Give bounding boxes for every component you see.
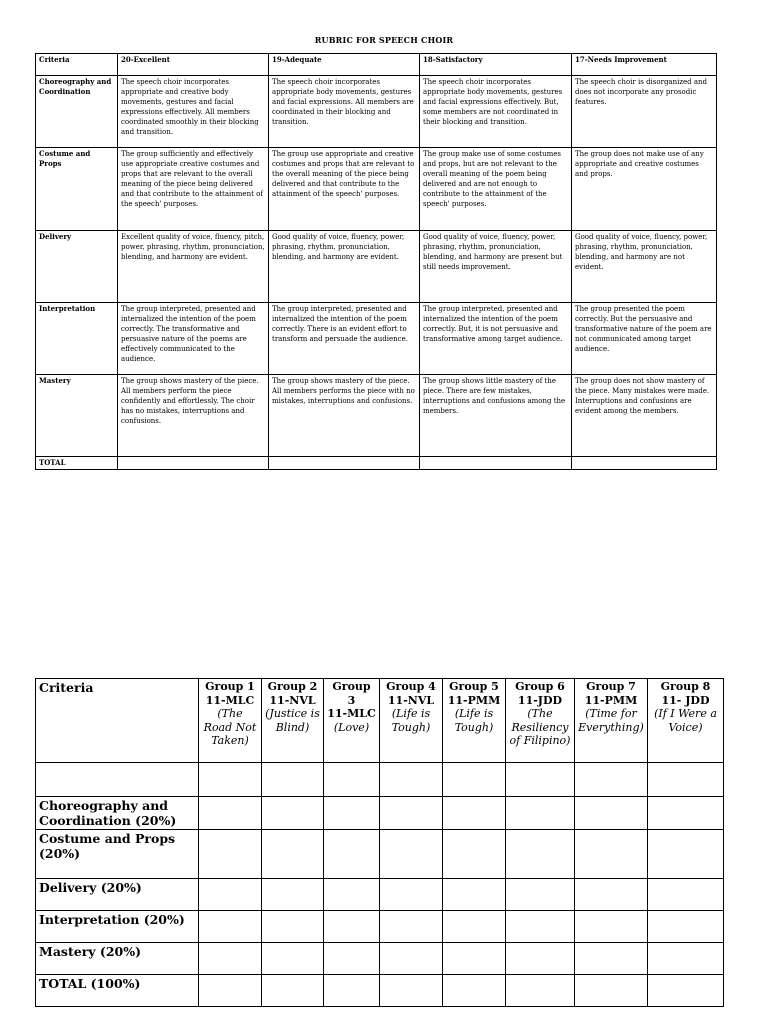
score-cell[interactable] <box>575 830 648 879</box>
score-cell[interactable] <box>443 830 506 879</box>
rubric-criterion: Mastery <box>36 375 118 457</box>
score-cell[interactable] <box>380 830 443 879</box>
score-cell[interactable] <box>443 879 506 911</box>
rubric-cell: The group interpreted, presented and internalized the intention of the poem correctly. The transformative and persuasive nature of the poems are effectively communicated to the audience. <box>118 303 269 375</box>
rubric-header-row <box>36 54 717 76</box>
group-header <box>506 679 575 763</box>
rubric-cell: The speech choir incorporates appropriate body movements, gestures and facial expressions. All members are coordinated in their blocking and transition. <box>269 76 420 148</box>
rubric-header-satisfactory: 18-Satisfactory <box>420 54 572 76</box>
score-row-total <box>36 975 724 1007</box>
group-header <box>262 679 324 763</box>
rubric-cell: The group shows mastery of the piece. All members performs the piece with no mistakes, interruptions and confusions. <box>269 375 420 457</box>
rubric-cell: The group does not show mastery of the piece. Many mistakes were made. Interruptions and confusions are evident among the members. <box>572 375 717 457</box>
rubric-row-total <box>36 457 717 470</box>
score-cell[interactable] <box>199 975 262 1007</box>
rubric-header-excellent: 20-Excellent <box>118 54 269 76</box>
score-cell[interactable] <box>262 830 324 879</box>
group-section: 11-PMM <box>584 693 638 707</box>
group-piece: (If I Were a Voice) <box>654 707 717 734</box>
score-cell[interactable] <box>199 763 262 797</box>
score-row-blank <box>36 763 724 797</box>
group-name: Group 2 <box>267 680 318 693</box>
score-cell[interactable] <box>506 879 575 911</box>
rubric-total-cell <box>118 457 269 470</box>
group-piece: (Life is Tough) <box>391 707 431 734</box>
score-row-choreography <box>36 797 724 830</box>
score-cell[interactable] <box>262 763 324 797</box>
score-cell[interactable] <box>575 797 648 830</box>
score-cell[interactable] <box>506 763 575 797</box>
group-piece: (Life is Tough) <box>454 707 494 734</box>
rubric-total-cell <box>572 457 717 470</box>
group-section: 11-MLC <box>327 707 376 720</box>
group-name: Group 1 <box>205 680 255 693</box>
rubric-row-choreography <box>36 76 717 148</box>
rubric-table <box>35 53 717 470</box>
group-section: 11-NVL <box>387 693 435 707</box>
group-header <box>324 679 380 763</box>
rubric-criterion: Choreography and Coordination <box>36 76 118 148</box>
rubric-header-criteria: Criteria <box>36 54 118 76</box>
score-cell[interactable] <box>262 911 324 943</box>
rubric-cell: The group use appropriate and creative costumes and props that are relevant to the overall meaning of the piece being delivered and that contribute to the attainment of the speech' purposes. <box>269 148 420 231</box>
rubric-header-adequate: 19-Adequate <box>269 54 420 76</box>
page-title: RUBRIC FOR SPEECH CHOIR <box>314 35 454 45</box>
group-name: Group 7 <box>586 680 636 693</box>
score-cell[interactable] <box>380 975 443 1007</box>
score-cell[interactable] <box>199 943 262 975</box>
score-cell[interactable] <box>324 943 380 975</box>
rubric-total-cell <box>269 457 420 470</box>
score-cell[interactable] <box>648 763 724 797</box>
score-cell[interactable] <box>648 830 724 879</box>
group-header <box>199 679 262 763</box>
group-name: Group 6 <box>515 680 565 693</box>
score-cell[interactable] <box>443 797 506 830</box>
rubric-cell: The group presented the poem correctly. But the persuasive and transformative nature of the poem are not communicated among target audience. <box>572 303 717 375</box>
score-cell[interactable] <box>575 975 648 1007</box>
rubric-cell: The group sufficiently and effectively use appropriate creative costumes and props that are relevant to the overall meaning of the piece being delivered and that contribute to the attainment of the speech' purposes. <box>118 148 269 231</box>
group-piece: (Love) <box>333 720 370 734</box>
score-cell[interactable] <box>648 879 724 911</box>
score-row-label: TOTAL (100%) <box>36 975 199 1007</box>
rubric-row-costume <box>36 148 717 231</box>
score-row-label: Interpretation (20%) <box>36 911 199 943</box>
score-cell[interactable] <box>262 797 324 830</box>
rubric-total-cell <box>420 457 572 470</box>
score-cell[interactable] <box>506 911 575 943</box>
group-piece: (Justice is Blind) <box>265 707 320 734</box>
score-cell[interactable] <box>324 830 380 879</box>
rubric-criterion: Delivery <box>36 231 118 303</box>
rubric-row-mastery <box>36 375 717 457</box>
group-section: 11- JDD <box>661 693 710 707</box>
score-cell[interactable] <box>380 879 443 911</box>
rubric-cell: The group does not make use of any appropriate and creative costumes and props. <box>572 148 717 231</box>
group-piece: (The Resiliency of Filipino) <box>509 707 571 747</box>
rubric-cell: The group make use of some costumes and props, but are not relevant to the overall meaning of the poem being delivered and are not enough to contribute to the attainment of the speech' purposes. <box>420 148 572 231</box>
group-name: Group 5 <box>449 680 499 693</box>
rubric-cell: Good quality of voice, fluency, power, phrasing, rhythm, pronunciation, blending, and harmony are present but still needs improvement. <box>420 231 572 303</box>
score-cell[interactable] <box>648 943 724 975</box>
score-row-label: Mastery (20%) <box>36 943 199 975</box>
rubric-total-label: TOTAL <box>36 457 118 470</box>
score-cell[interactable] <box>648 975 724 1007</box>
group-section: 11-MLC <box>205 693 255 707</box>
score-cell[interactable] <box>324 763 380 797</box>
rubric-cell: Good quality of voice, fluency, power, phrasing, rhythm, pronunciation, blending, and harmony are not evident. <box>572 231 717 303</box>
score-row-interpretation <box>36 911 724 943</box>
score-cell[interactable] <box>324 911 380 943</box>
group-piece: (Time for Everything) <box>578 707 644 734</box>
group-name: Group 3 <box>332 680 371 707</box>
score-cell[interactable] <box>199 830 262 879</box>
group-header <box>648 679 724 763</box>
score-cell[interactable] <box>443 911 506 943</box>
group-header <box>380 679 443 763</box>
group-piece: (The Road Not Taken) <box>203 707 257 747</box>
score-cell[interactable] <box>575 943 648 975</box>
score-row-delivery <box>36 879 724 911</box>
score-cell[interactable] <box>380 911 443 943</box>
score-cell[interactable] <box>324 879 380 911</box>
score-cell[interactable] <box>443 975 506 1007</box>
rubric-cell: The group interpreted, presented and internalized the intention of the poem correctly. But, it is not persuasive and transformative among target audience. <box>420 303 572 375</box>
rubric-cell: The speech choir incorporates appropriate and creative body movements, gestures and facial expressions effectively. All members coordinated smoothly in their blocking and transition. <box>118 76 269 148</box>
score-cell[interactable] <box>506 830 575 879</box>
rubric-cell: The speech choir incorporates appropriate body movements, gestures and facial expressions effectively. But, some members are not coordinated in their blocking and transition. <box>420 76 572 148</box>
score-cell[interactable] <box>443 943 506 975</box>
rubric-cell: The group shows mastery of the piece. All members perform the piece confidently and effortlessly. The choir has no mistakes, interruptions and confusions. <box>118 375 269 457</box>
score-cell[interactable] <box>262 975 324 1007</box>
rubric-cell: The speech choir is disorganized and does not incorporate any prosodic features. <box>572 76 717 148</box>
score-cell[interactable] <box>443 763 506 797</box>
score-header-row <box>36 679 724 763</box>
score-cell[interactable] <box>506 797 575 830</box>
group-section: 11-JDD <box>517 693 563 707</box>
group-name: Group 4 <box>386 680 436 693</box>
group-name: Group 8 <box>660 680 711 693</box>
score-cell[interactable] <box>199 911 262 943</box>
rubric-cell: Good quality of voice, fluency, power, phrasing, rhythm, pronunciation, blending, and harmony are evident. <box>269 231 420 303</box>
score-row-label: Choreography and Coordination (20%) <box>36 797 199 830</box>
score-cell[interactable] <box>648 911 724 943</box>
rubric-criterion: Interpretation <box>36 303 118 375</box>
score-row-mastery <box>36 943 724 975</box>
rubric-cell: The group interpreted, presented and internalized the intention of the poem correctly. There is an evident effort to transform and persuade the audience. <box>269 303 420 375</box>
rubric-cell: The group shows little mastery of the piece. There are few mistakes, interruptions and confusions among the members. <box>420 375 572 457</box>
score-cell[interactable] <box>575 879 648 911</box>
score-criteria-header: Criteria <box>36 679 199 763</box>
score-cell[interactable] <box>380 797 443 830</box>
rubric-row-delivery <box>36 231 717 303</box>
score-cell[interactable] <box>262 879 324 911</box>
score-cell[interactable] <box>380 943 443 975</box>
score-sheet-table <box>35 678 724 1007</box>
group-section: 11-NVL <box>269 693 316 707</box>
group-header <box>443 679 506 763</box>
group-header <box>575 679 648 763</box>
score-cell[interactable] <box>575 763 648 797</box>
score-cell[interactable] <box>324 797 380 830</box>
score-cell[interactable] <box>506 975 575 1007</box>
score-cell[interactable] <box>199 797 262 830</box>
score-row-label: Costume and Props (20%) <box>36 830 199 879</box>
rubric-header-needs-improvement: 17-Needs Improvement <box>572 54 717 76</box>
score-cell[interactable] <box>575 911 648 943</box>
score-row-label <box>36 763 199 797</box>
score-cell[interactable] <box>199 879 262 911</box>
group-section: 11-PMM <box>447 693 501 707</box>
score-row-costume <box>36 830 724 879</box>
rubric-row-interpretation <box>36 303 717 375</box>
score-cell[interactable] <box>506 943 575 975</box>
score-cell[interactable] <box>324 975 380 1007</box>
score-cell[interactable] <box>380 763 443 797</box>
score-row-label: Delivery (20%) <box>36 879 199 911</box>
rubric-cell: Excellent quality of voice, fluency, pitch, power, phrasing, rhythm, pronunciation, blending, and harmony are evident. <box>118 231 269 303</box>
rubric-criterion: Costume and Props <box>36 148 118 231</box>
score-cell[interactable] <box>262 943 324 975</box>
score-cell[interactable] <box>648 797 724 830</box>
